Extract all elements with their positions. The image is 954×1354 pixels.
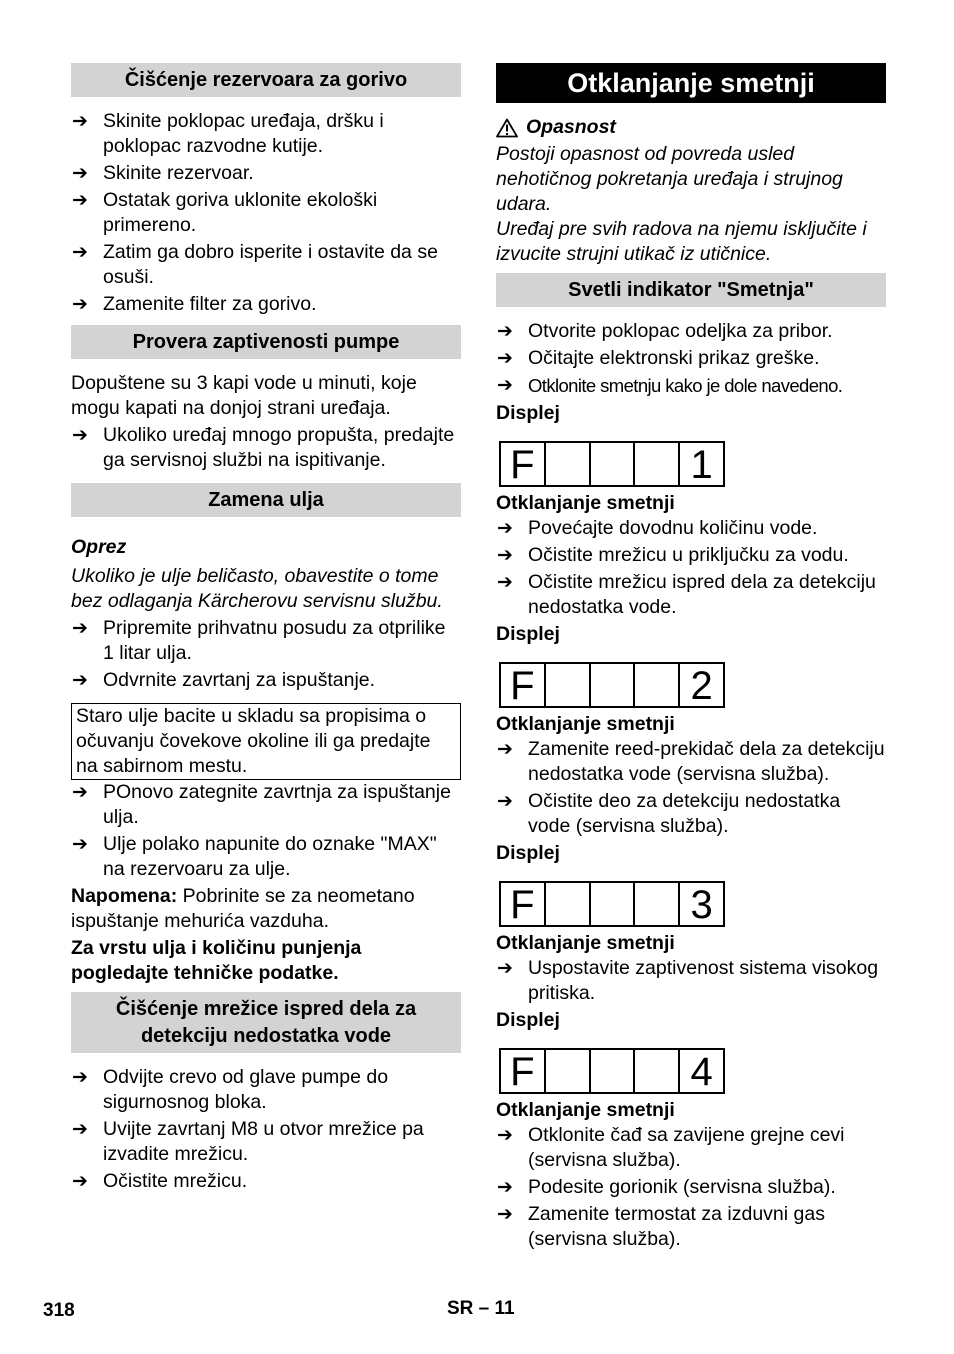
- display-cell-empty: [546, 883, 591, 925]
- display-cell-empty: [635, 883, 680, 925]
- section-heading-strainer: [71, 992, 461, 1053]
- arrow-right-icon: ➔: [497, 958, 513, 979]
- display-cell-digit: 2: [690, 664, 713, 708]
- arrow-right-icon: ➔: [497, 739, 513, 760]
- list-item: ➔ Odvrnite zavrtanj za ispuštanje.: [72, 669, 376, 691]
- list-item: ➔ Otklonite smetnju kako je dole navedeno.: [497, 375, 843, 396]
- remedy-label: Otklanjanje smetnji: [496, 713, 675, 735]
- list-item: ➔ Ostatak goriva uklonite ekološki primereno.: [72, 189, 378, 236]
- arrow-right-icon: ➔: [72, 670, 88, 691]
- display-label: Displej: [496, 1009, 560, 1031]
- napomena-label: Napomena:: [71, 885, 178, 907]
- remedy-label: Otklanjanje smetnji: [496, 1099, 675, 1121]
- arrow-right-icon: ➔: [497, 572, 513, 593]
- strainer-heading-line2: detekciju nedostatka vode: [140, 1025, 392, 1047]
- caution-text: Ukoliko je ulje beličasto, obavestite o tome bez odlaganja Kärcherovu servisnu službu.: [71, 565, 443, 612]
- remedy-label: Otklanjanje smetnji: [496, 492, 675, 514]
- arrow-right-icon: ➔: [497, 1177, 513, 1198]
- warning-triangle-icon: [496, 118, 518, 138]
- remedy-label: Otklanjanje smetnji: [496, 932, 675, 954]
- fault-display-f4: [499, 1048, 725, 1094]
- arrow-right-icon: ➔: [72, 163, 88, 184]
- pump-check-text: Dopuštene su 3 kapi vode u minuti, koje mogu kapati na donjoj strani uređaja.: [71, 372, 417, 419]
- arrow-right-icon: ➔: [497, 348, 513, 369]
- section-heading-pump-check: Provera zaptivenosti pumpe: [71, 325, 461, 359]
- list-item: ➔ Očistite mrežicu ispred dela za detekciju nedostatka vode.: [497, 571, 876, 618]
- fault-f2-steps: [496, 737, 886, 839]
- list-item: ➔ Zamenite filter za gorivo.: [72, 293, 317, 315]
- arrow-right-icon: ➔: [72, 618, 88, 639]
- list-item: ➔ Uvijte zavrtanj M8 u otvor mrežice pa izvadite mrežicu.: [72, 1118, 424, 1165]
- arrow-right-icon: ➔: [497, 545, 513, 566]
- pump-check-steps: [71, 423, 461, 473]
- list-item: ➔ Podesite gorionik (servisna služba).: [497, 1176, 836, 1198]
- fault-indicator-steps: [496, 319, 886, 399]
- display-cell-letter: F: [501, 1050, 546, 1092]
- arrow-right-icon: ➔: [72, 242, 88, 263]
- page-footer: [0, 1296, 954, 1326]
- display-label: Displej: [496, 623, 560, 645]
- arrow-right-icon: ➔: [497, 1125, 513, 1146]
- list-item: ➔ POnovo zategnite zavrtnja za ispuštanje ulja.: [72, 781, 451, 828]
- display-cell-empty: [591, 664, 636, 706]
- display-cell-empty: [546, 664, 591, 706]
- arrow-right-icon: ➔: [72, 294, 88, 315]
- napomena-note: [71, 884, 461, 934]
- strainer-heading-line1: Čišćenje mrežice ispred dela za: [115, 998, 417, 1020]
- arrow-right-icon: ➔: [72, 1171, 88, 1192]
- list-item: ➔ Zamenite reed-prekidač dela za detekciju nedostatka vode (servisna služba).: [497, 738, 885, 785]
- list-item: ➔ Otvorite poklopac odeljka za pribor.: [497, 320, 833, 342]
- display-cell-digit: 3: [690, 883, 713, 927]
- display-cell-empty: [546, 1050, 591, 1092]
- list-item: ➔ Pripremite prihvatnu posudu za otprilike 1 litar ulja.: [72, 617, 446, 664]
- danger-text-2: Uređaj pre svih radova na njemu isključite i izvucite strujni utikač iz utičnice.: [496, 218, 867, 265]
- fault-display-f1: [499, 441, 725, 487]
- fuel-tank-steps: [71, 109, 461, 317]
- arrow-right-icon: ➔: [72, 425, 88, 446]
- list-item: ➔ Očistite mrežicu u priključku za vodu.: [497, 544, 849, 566]
- arrow-right-icon: ➔: [497, 1204, 513, 1225]
- oil-change-steps-a: [71, 616, 461, 693]
- arrow-right-icon: ➔: [497, 791, 513, 812]
- arrow-right-icon: ➔: [72, 782, 88, 803]
- fault-f4-steps: [496, 1123, 886, 1252]
- page-number: 318: [43, 1300, 75, 1321]
- list-item: ➔ Skinite rezervoar.: [72, 162, 254, 184]
- section-heading-oil-change: Zamena ulja: [71, 483, 461, 517]
- display-cell-letter: F: [501, 664, 546, 706]
- napomena-text: Pobrinite se za neometano ispuštanje mehurića vazduha.: [71, 885, 415, 932]
- list-item: ➔ Očitajte elektronski prikaz greške.: [497, 347, 820, 369]
- list-item: ➔ Uspostavite zaptivenost sistema visokog pritiska.: [497, 957, 879, 1004]
- right-column: [496, 63, 886, 1254]
- danger-text-1: Postoji opasnost od povreda usled nehotičnog pokretanja uređaja i strujnog udara.: [496, 143, 843, 215]
- list-item: ➔ Zatim ga dobro isperite i ostavite da se osuši.: [72, 241, 438, 288]
- main-heading-troubleshooting: Otklanjanje smetnji: [496, 63, 886, 103]
- list-item: ➔ Skinite poklopac uređaja, dršku i poklopac razvodne kutije.: [72, 110, 384, 157]
- arrow-right-icon: ➔: [497, 321, 513, 342]
- display-label: Displej: [496, 402, 560, 424]
- display-cell-empty: [591, 443, 636, 485]
- display-cell-digit: 1: [690, 443, 713, 487]
- oil-disposal-note: Staro ulje bacite u skladu sa propisima o očuvanju čovekove okoline ili ga predajte na sabirnom mestu.: [71, 703, 461, 780]
- display-cell-empty: [635, 443, 680, 485]
- oil-spec-note: Za vrstu ulja i količinu punjenja pogledajte tehničke podatke.: [71, 937, 362, 984]
- display-cell-digit: 4: [690, 1050, 713, 1094]
- arrow-right-icon: ➔: [72, 111, 88, 132]
- list-item: ➔ Ulje polako napunite do oznake "MAX" na rezervoaru za ulje.: [72, 833, 437, 880]
- arrow-right-icon: ➔: [497, 375, 513, 396]
- list-item: ➔ Očistite mrežicu.: [72, 1170, 248, 1192]
- display-cell-letter: F: [501, 883, 546, 925]
- arrow-right-icon: ➔: [72, 1067, 88, 1088]
- caution-label: Oprez: [71, 536, 127, 558]
- section-heading-fuel-tank: Čišćenje rezervoara za gorivo: [71, 63, 461, 97]
- danger-label: Opasnost: [526, 116, 616, 138]
- display-cell-empty: [546, 443, 591, 485]
- display-cell-empty: [591, 883, 636, 925]
- list-item: ➔ Ukoliko uređaj mnogo propušta, predajte ga servisnoj službi na ispitivanje.: [72, 424, 455, 471]
- arrow-right-icon: ➔: [497, 518, 513, 539]
- list-item: ➔ Zamenite termostat za izduvni gas (servisna služba).: [497, 1203, 825, 1250]
- left-column: [71, 63, 461, 1196]
- fault-display-f3: [499, 881, 725, 927]
- display-cell-empty: [635, 1050, 680, 1092]
- list-item: ➔ Očistite deo za detekciju nedostatka vode (servisna služba).: [497, 790, 841, 837]
- display-label: Displej: [496, 842, 560, 864]
- page-code: SR – 11: [447, 1298, 515, 1319]
- fault-display-f2: [499, 662, 725, 708]
- display-cell-letter: F: [501, 443, 546, 485]
- arrow-right-icon: ➔: [72, 1119, 88, 1140]
- section-heading-fault-indicator: Svetli indikator "Smetnja": [496, 273, 886, 307]
- display-cell-empty: [591, 1050, 636, 1092]
- fault-f1-steps: [496, 516, 886, 620]
- list-item: ➔ Odvijte crevo od glave pumpe do sigurnosnog bloka.: [72, 1066, 389, 1113]
- display-cell-empty: [635, 664, 680, 706]
- fault-f3-steps: [496, 956, 886, 1006]
- strainer-steps: [71, 1065, 461, 1194]
- arrow-right-icon: ➔: [72, 190, 88, 211]
- arrow-right-icon: ➔: [72, 834, 88, 855]
- list-item: ➔ Povećajte dovodnu količinu vode.: [497, 517, 818, 539]
- oil-change-steps-b: [71, 780, 461, 882]
- list-item: ➔ Otklonite čađ sa zavijene grejne cevi (servisna služba).: [497, 1124, 845, 1171]
- danger-heading: [496, 115, 886, 140]
